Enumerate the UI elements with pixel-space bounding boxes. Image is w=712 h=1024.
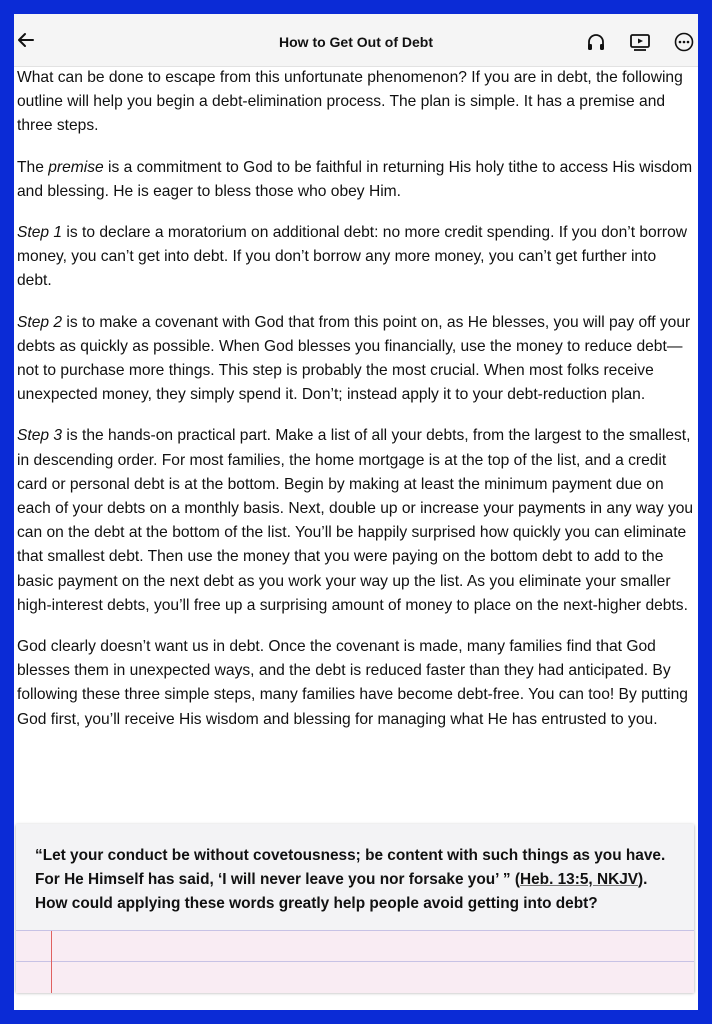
step-2-label: Step 2: [17, 313, 63, 331]
step-3-label: Step 3: [17, 427, 63, 445]
scripture-reference-link[interactable]: Heb. 13:5, NKJV: [520, 871, 639, 888]
top-toolbar: [14, 14, 698, 67]
step-1-label: Step 1: [17, 224, 63, 242]
step-3-paragraph: Step 3 is the hands-on practical part. Make a list of all your debts, from the largest to the smallest, in descending order. For most families, the home mortgage is at the top of the list, and a credit card or personal debt is at the bottom. Begin by making at least the minimum payment due on each of your debts on a monthly basis. Next, double up or increase your payments in any way you can on the debt at the bottom of the list. You’ll be happily surprised how quickly you can eliminate that smallest debt. Then use the money that you were paying on the bottom debt to add to the basic payment on the next debt as you work your way up the list. As you eliminate your smaller high-interest debts, you’ll free up a surprising amount of money to place on the next-higher debts.: [17, 427, 694, 614]
question-card: [16, 824, 694, 992]
article-body: [17, 66, 695, 749]
premise-paragraph: The premise is a commitment to God to be faithful in returning His holy tithe to access His wisdom and blessing. He is eager to bless those who obey Him.: [17, 158, 693, 200]
page-title: How to Get Out of Debt: [279, 34, 433, 50]
headphones-icon[interactable]: [585, 31, 607, 53]
step-2-paragraph: Step 2 is to make a covenant with God that from this point on, as He blesses, you will pay off your debts as quickly as possible. When God blesses you financially, use the money to reduce debt—not to purchase more things. This step is probably the most crucial. When most folks receive unexpected money, they simply spend it. Don’t; instead apply it to your debt-reduction plan.: [17, 313, 691, 404]
question-prompt: How could applying these words greatly help people avoid getting into debt?: [35, 895, 598, 912]
play-video-icon[interactable]: [629, 31, 651, 53]
answer-margin-line: [51, 931, 52, 993]
scripture-quote: “Let your conduct be without covetousness; be content with such things as you have. For He Himself has said, ‘I will never leave you nor forsake you’ ”: [35, 847, 666, 888]
answer-rule-line: [16, 961, 694, 962]
more-options-icon[interactable]: [673, 31, 695, 53]
step-1-paragraph: Step 1 is to declare a moratorium on additional debt: no more credit spending. If you don’t borrow money, you can’t get into debt. If you don’t borrow any more money, you can’t get further into debt.: [17, 224, 688, 290]
intro-paragraph: What can be done to escape from this unfortunate phenomenon? If you are in debt, the following outline will help you begin a debt-elimination process. The plan is simple. It has a premise and three steps.: [17, 69, 683, 135]
question-text: “Let your conduct be without covetousness; be content with such things as you have. For He Himself has said, ‘I will never leave you nor forsake you’ ” (Heb. 13:5, NKJV). How could applying these words greatly help people avoid getting into debt?: [35, 847, 666, 912]
conclusion-paragraph: God clearly doesn’t want us in debt. Once the covenant is made, many families find that God blesses them in unexpected ways, and the debt is reduced faster than they had anticipated. By following these three simple steps, many families have become debt-free. You can too! By putting God first, you’ll receive His wisdom and blessing for managing what He has entrusted to you.: [17, 638, 688, 728]
premise-term: premise: [48, 158, 104, 176]
answer-input[interactable]: [16, 930, 694, 993]
reader-page: [14, 14, 698, 1010]
